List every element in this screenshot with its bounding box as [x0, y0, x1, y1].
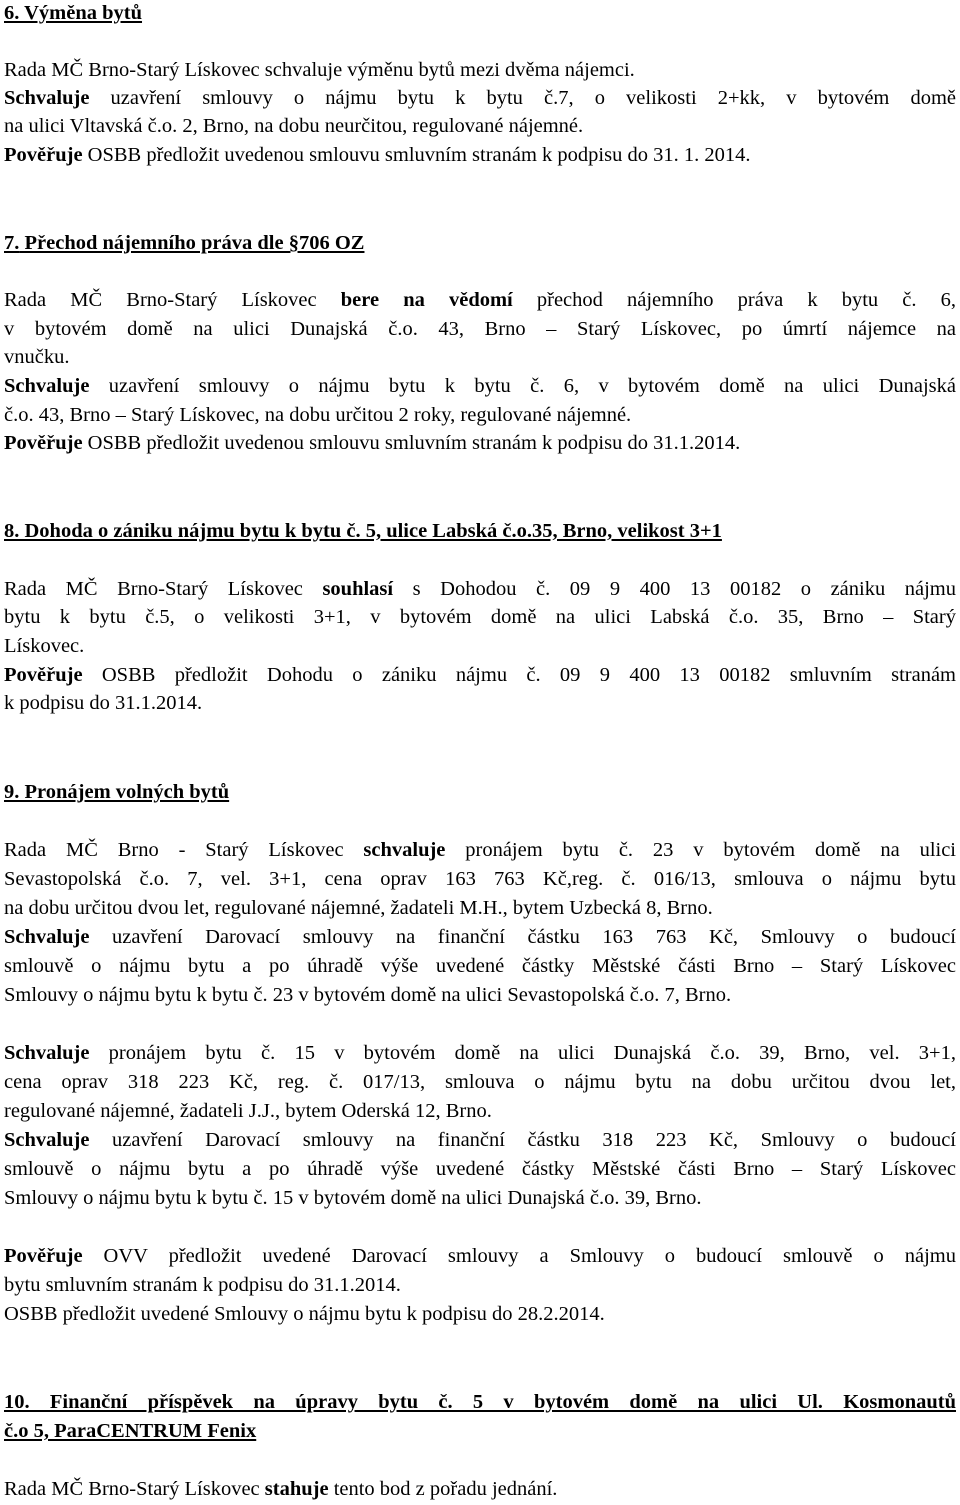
section-9-heading: 9. Pronájem volných bytů	[4, 781, 230, 803]
section-8-paragraph-1-line-1: Rada MČ Brno-Starý Lískovec souhlasí s Dohodou č. 09 9 400 13 00182 o zániku nájmu	[4, 578, 957, 600]
section-8-paragraph-1-line-3: Lískovec.	[4, 635, 85, 657]
section-9-paragraph-4-line-2: smlouvě o nájmu bytu a po úhradě výše uvedené částky Městské části Brno – Starý Lískovec	[4, 1158, 956, 1180]
section-9-paragraph-1-line-3: na dobu určitou dvou let, regulované nájemné, žadateli M.H., bytem Uzbecká 8, Brno.	[4, 897, 713, 919]
section-9-paragraph-4-line-3: Smlouvy o nájmu bytu k bytu č. 15 v bytovém domě na ulici Dunajská č.o. 39, Brno.	[4, 1187, 702, 1209]
section-7-heading: 7. Přechod nájemního práva dle §706 OZ	[4, 232, 365, 254]
section-8-paragraph-2-line-1: Pověřuje OSBB předložit Dohodu o zániku nájmu č. 09 9 400 13 00182 smluvním stranám	[4, 664, 956, 686]
keyword: Pověřuje	[4, 432, 83, 454]
section-6-paragraph-1: Rada MČ Brno-Starý Lískovec schvaluje výměnu bytů mezi dvěma nájemci.	[4, 59, 635, 81]
section-6-heading: 6. Výměna bytů	[4, 2, 143, 24]
section-9-paragraph-4-line-1: Schvaluje uzavření Darovací smlouvy na finanční částku 318 223 Kč, Smlouvy o budoucí	[4, 1129, 956, 1151]
keyword: schvaluje	[363, 839, 446, 861]
keyword: Schvaluje	[4, 1129, 90, 1151]
section-8-heading: 8. Dohoda o zániku nájmu bytu k bytu č. 5, ulice Labská č.o.35, Brno, velikost 3+1	[4, 520, 722, 542]
section-6-paragraph-2-line-2: na ulici Vltavská č.o. 2, Brno, na dobu neurčitou, regulované nájemné.	[4, 115, 584, 137]
section-9-paragraph-2-line-1: Schvaluje uzavření Darovací smlouvy na finanční částku 163 763 Kč, Smlouvy o budoucí	[4, 926, 956, 948]
keyword: stahuje	[264, 1478, 329, 1500]
section-9-paragraph-5-line-1: Pověřuje OVV předložit uvedené Darovací smlouvy a Smlouvy o budoucí smlouvě o nájmu	[4, 1245, 956, 1267]
keyword: Schvaluje	[4, 1042, 90, 1064]
section-9-paragraph-5-line-2: bytu smluvním stranám k podpisu do 31.1.2014.	[4, 1274, 401, 1296]
section-9-paragraph-6: OSBB předložit uvedené Smlouvy o nájmu bytu k podpisu do 28.2.2014.	[4, 1303, 605, 1325]
keyword: Schvaluje	[4, 926, 90, 948]
section-9-paragraph-1-line-2: Sevastopolská č.o. 7, vel. 3+1, cena oprav 163 763 Kč,reg. č. 016/13, smlouva o nájmu bytu	[4, 868, 956, 890]
section-10-heading-line-1: 10. Finanční příspěvek na úpravy bytu č. 5 v bytovém domě na ulici Ul. Kosmonautů	[4, 1391, 956, 1413]
section-7-paragraph-3: Pověřuje OSBB předložit uvedenou smlouvu smluvním stranám k podpisu do 31.1.2014.	[4, 432, 741, 454]
keyword: bere na vědomí	[340, 289, 513, 311]
keyword: Pověřuje	[4, 1245, 83, 1267]
section-9-paragraph-3-line-2: cena oprav 318 223 Kč, reg. č. 017/13, smlouva o nájmu bytu na dobu určitou dvou let,	[4, 1071, 956, 1093]
section-9-paragraph-2-line-2: smlouvě o nájmu bytu a po úhradě výše uvedené částky Městské části Brno – Starý Lískovec	[4, 955, 956, 977]
keyword: Pověřuje	[4, 144, 83, 166]
section-7-paragraph-2-line-2: č.o. 43, Brno – Starý Lískovec, na dobu určitou 2 roky, regulované nájemné.	[4, 404, 632, 426]
keyword: Pověřuje	[4, 664, 83, 686]
keyword: souhlasí	[322, 578, 394, 600]
keyword: Schvaluje	[4, 375, 90, 397]
section-8-paragraph-2-line-2: k podpisu do 31.1.2014.	[4, 692, 203, 714]
section-9-paragraph-3-line-1: Schvaluje pronájem bytu č. 15 v bytovém domě na ulici Dunajská č.o. 39, Brno, vel. 3+1,	[4, 1042, 956, 1064]
keyword: Schvaluje	[4, 87, 90, 109]
section-7-paragraph-2-line-1: Schvaluje uzavření smlouvy o nájmu bytu k bytu č. 6, v bytovém domě na ulici Dunajská	[4, 375, 956, 397]
section-6-paragraph-3: Pověřuje OSBB předložit uvedenou smlouvu smluvním stranám k podpisu do 31. 1. 2014.	[4, 144, 751, 166]
section-9-paragraph-1-line-1: Rada MČ Brno - Starý Lískovec schvaluje pronájem bytu č. 23 v bytovém domě na ulici	[4, 839, 957, 861]
section-6-paragraph-2-line-1: Schvaluje uzavření smlouvy o nájmu bytu k bytu č.7, o velikosti 2+kk, v bytovém domě	[4, 87, 956, 109]
section-10-heading-line-2: č.o 5, ParaCENTRUM Fenix	[4, 1420, 257, 1442]
section-8-paragraph-1-line-2: bytu k bytu č.5, o velikosti 3+1, v bytovém domě na ulici Labská č.o. 35, Brno – Starý	[4, 606, 956, 628]
section-7-paragraph-1-line-1: Rada MČ Brno-Starý Lískovec bere na vědomí přechod nájemního práva k bytu č. 6,	[4, 289, 956, 311]
section-9-paragraph-3-line-3: regulované nájemné, žadateli J.J., bytem Oderská 12, Brno.	[4, 1100, 492, 1122]
section-7-paragraph-1-line-2: v bytovém domě na ulici Dunajská č.o. 43, Brno – Starý Lískovec, po úmrtí nájemce na	[4, 318, 956, 340]
section-10-paragraph-1: Rada MČ Brno-Starý Lískovec stahuje tento bod z pořadu jednání.	[4, 1478, 558, 1500]
section-7-paragraph-1-line-3: vnučku.	[4, 346, 70, 368]
section-9-paragraph-2-line-3: Smlouvy o nájmu bytu k bytu č. 23 v bytovém domě na ulici Sevastopolská č.o. 7, Brno.	[4, 984, 732, 1006]
